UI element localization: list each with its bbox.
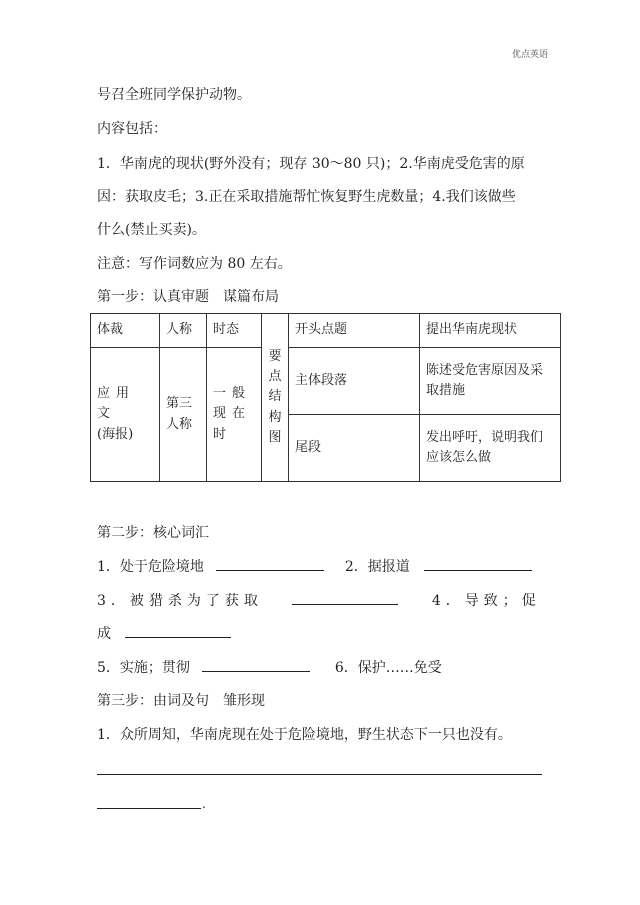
sentence-item-1: 1．众所周知，华南虎现在处于危险境地，野生状态下一只也没有。: [97, 727, 512, 743]
vocab-blank-2[interactable]: [424, 569, 532, 571]
table-header-person: 人称: [160, 314, 207, 348]
vocab-blank-3[interactable]: [292, 603, 398, 605]
vocab-row-3: [97, 627, 231, 641]
header-brand: 优点英语: [511, 50, 548, 60]
intro-line: 号召全班同学保护动物。: [97, 87, 251, 103]
step3-title: 第三步：由词及句 雏形现: [97, 693, 265, 709]
answer-line-2[interactable]: [97, 808, 201, 809]
opening-content: 提出华南虎现状: [420, 314, 561, 348]
structure-table: [90, 313, 561, 482]
vocab-blank-1[interactable]: [216, 569, 324, 571]
step2-title: 第二步：核心词汇: [97, 525, 209, 541]
answer-line-1[interactable]: [97, 774, 542, 775]
vocab-item-3: 3．被猎杀为了获取: [97, 593, 263, 609]
vocab-item-6: 6．保护……免受: [334, 660, 442, 676]
genre-cell: 应用文 (海报): [91, 348, 160, 482]
content-item: 1．华南虎的现状(野外没有；现存 30～80 只)；2.华南虎受危害的原: [97, 156, 525, 172]
person-cell: 第三 人称: [160, 348, 207, 482]
vocab-item-4: 4．导致；促: [431, 593, 541, 609]
vocab-item-2: 2．据报道: [344, 559, 410, 575]
opening-label: 开头点题: [289, 314, 420, 348]
vocab-item-5: 5．实施；贯彻: [97, 660, 190, 676]
ending-label: 尾段: [289, 415, 420, 482]
body-content: 陈述受危害原因及采取措施: [420, 348, 561, 415]
vocab-row-4: [97, 661, 442, 675]
vocab-item-4-cont: 成: [97, 626, 111, 642]
table-header-genre: 体裁: [91, 314, 160, 348]
sentence-end-mark: .: [202, 797, 206, 811]
content-heading: 内容包括：: [97, 121, 167, 137]
content-item: 什么(禁止买卖)。: [97, 222, 206, 238]
vocab-row-2: [97, 594, 541, 608]
word-count-note: 注意：写作词数应为 80 左右。: [97, 256, 292, 272]
step1-title: 第一步：认真审题 谋篇布局: [97, 289, 279, 305]
vocab-blank-5[interactable]: [202, 670, 310, 672]
vocab-blank-4[interactable]: [125, 636, 231, 638]
body-label: 主体段落: [289, 348, 420, 415]
content-item: 因：获取皮毛；3.正在采取措施帮忙恢复野生虎数量；4.我们该做些: [97, 189, 516, 205]
main-points-label: 要 点 结 构 图: [262, 314, 289, 482]
tense-cell: 一般 现在 时: [207, 348, 262, 482]
vocab-item-1: 1．处于危险境地: [97, 559, 204, 575]
vocab-row-1: [97, 560, 532, 574]
table-header-tense: 时态: [207, 314, 262, 348]
ending-content: 发出呼吁，说明我们应该怎么做: [420, 415, 561, 482]
